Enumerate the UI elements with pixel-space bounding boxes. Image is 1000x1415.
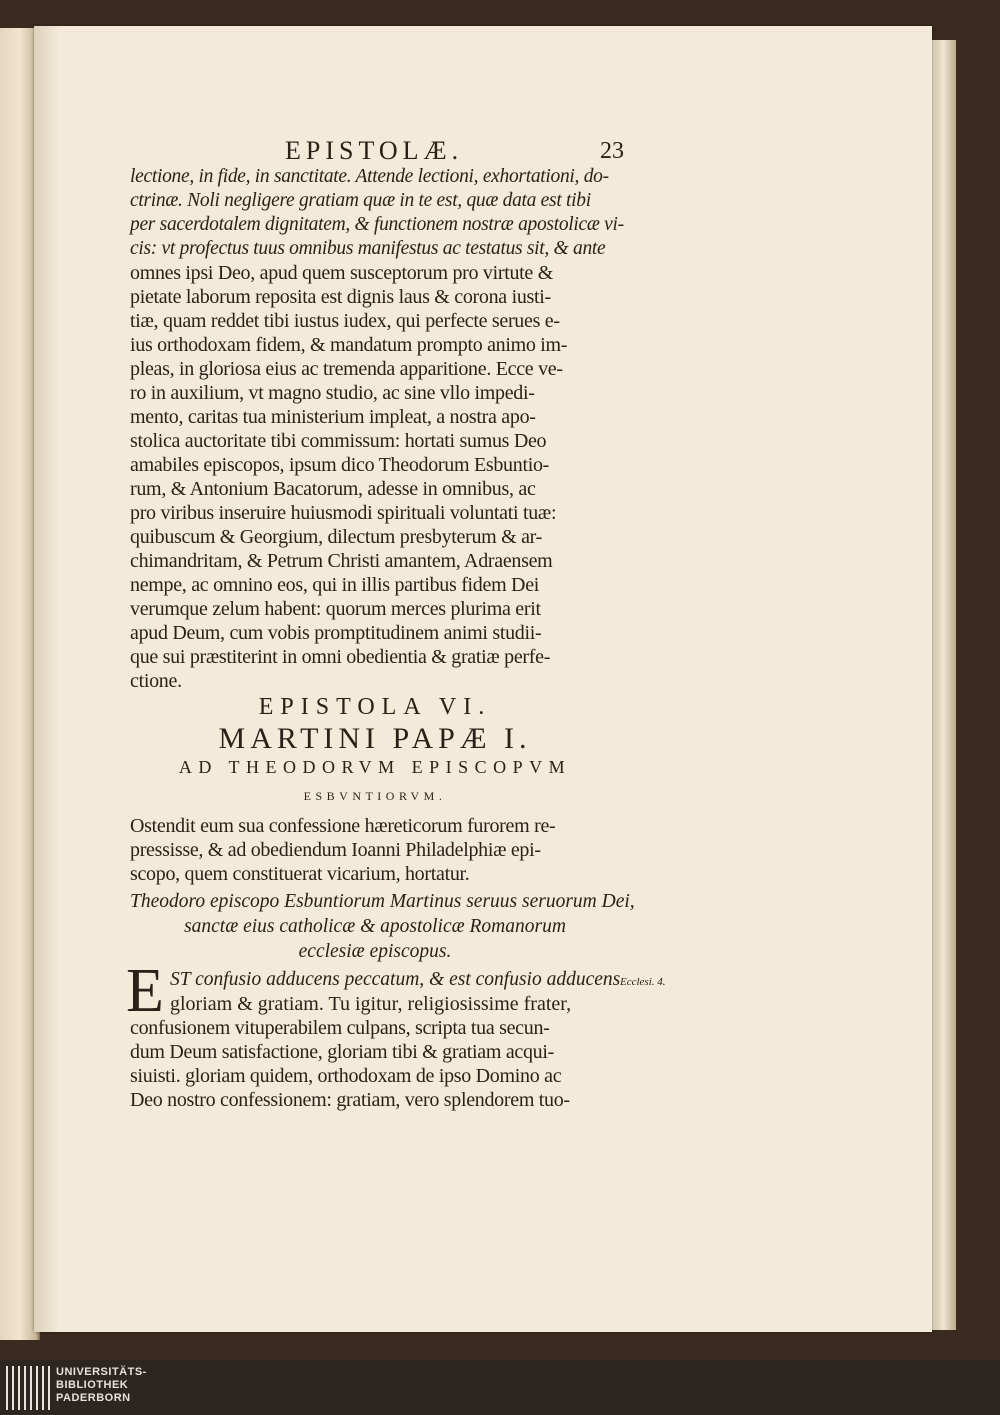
body-line: ctrinæ. Noli negligere gratiam quæ in te est, quæ data est tibi: [130, 190, 591, 211]
drop-cap: E: [126, 957, 164, 1025]
summary-line: Ostendit eum sua confessione hæreticorum furorem re-: [130, 815, 556, 837]
body-line: que sui præstiterint in omni obedientia & gratiæ perfe-: [130, 646, 551, 668]
body-line: apud Deum, cum vobis promptitudinem animi studii-: [130, 622, 542, 644]
body-line: Deo nostro confessionem: gratiam, vero splendorem tuo-: [130, 1089, 570, 1111]
body-line: omnes ipsi Deo, apud quem susceptorum pro virtute &: [130, 262, 553, 284]
salutation-line: Theodoro episcopo Esbuntiorum Martinus seruus seruorum Dei,: [130, 891, 635, 912]
page-stack-edge: [928, 40, 956, 1330]
margin-note: Ecclesi. 4.: [620, 976, 666, 988]
summary-line: scopo, quem constituerat vicarium, hortatur.: [130, 863, 470, 885]
body-line: dum Deum satisfactione, gloriam tibi & gratiam acqui-: [130, 1041, 554, 1063]
body-line: per sacerdotalem dignitatem, & functionem nostræ apostolicæ vi-: [130, 214, 624, 235]
body-line: stolica auctoritate tibi commissum: hortati sumus Deo: [130, 430, 547, 452]
body-line: tiæ, quam reddet tibi iustus iudex, qui perfecte serues e-: [130, 310, 560, 332]
body-line: pro viribus inseruire huiusmodi spirituali voluntati tuæ:: [130, 502, 557, 524]
page-number: 23: [600, 138, 624, 164]
logo-text-line2: BIBLIOTHEK: [56, 1379, 129, 1391]
epistle-addressee: AD THEODORVM EPISCOPVM: [178, 757, 572, 777]
body-line: confusionem vituperabilem culpans, scripta tua secun-: [130, 1017, 550, 1039]
body-line: ius orthodoxam fidem, & mandatum prompto animo im-: [130, 334, 568, 356]
body-line: verumque zelum habent: quorum merces plurima erit: [130, 598, 541, 620]
summary-line: pressisse, & ad obediendum Ioanni Philadelphiæ epi-: [130, 839, 541, 861]
body-line: quibuscum & Georgium, dilectum presbyterum & ar-: [130, 526, 542, 548]
opening-line: gloriam & gratiam. Tu igitur, religiosissime frater,: [170, 993, 572, 1015]
body-line: lectione, in fide, in sanctitate. Attende lectioni, exhortationi, do-: [130, 166, 609, 187]
body-line: siuisti. gloriam quidem, orthodoxam de ipso Domino ac: [130, 1065, 562, 1087]
running-head: EPISTOLÆ.: [285, 136, 464, 165]
library-logo-icon: [6, 1366, 50, 1410]
body-line: rum, & Antonium Bacatorum, adesse in omnibus, ac: [130, 478, 536, 500]
body-line: nempe, ac omnino eos, qui in illis partibus fidem Dei: [130, 574, 540, 596]
body-line: cis: vt profectus tuus omnibus manifestus ac testatus sit, & ante: [130, 238, 606, 259]
body-line: pietate laborum reposita est dignis laus & corona iusti-: [130, 286, 551, 308]
footer-bar: [0, 1360, 1000, 1415]
logo-text-line1: UNIVERSITÄTS-: [56, 1366, 147, 1378]
logo-text-line3: PADERBORN: [56, 1392, 131, 1404]
salutation-line: sanctæ eius catholicæ & apostolicæ Romanorum: [184, 916, 566, 937]
body-line: ro in auxilium, vt magno studio, ac sine vllo impedi-: [130, 382, 535, 404]
salutation-line: ecclesiæ episcopus.: [298, 941, 452, 962]
body-line: chimandritam, & Petrum Christi amantem, Adraensem: [130, 550, 553, 572]
body-line: amabiles episcopos, ipsum dico Theodorum Esbuntio-: [130, 454, 550, 476]
body-line: ctione.: [130, 670, 182, 692]
body-line: mento, caritas tua ministerium impleat, a nostra apo-: [130, 406, 536, 428]
body-line: pleas, in gloriosa eius ac tremenda apparitione. Ecce ve-: [130, 358, 563, 380]
epistle-author: MARTINI PAPÆ I.: [218, 722, 532, 755]
opening-line: ST confusio adducens peccatum, & est confusio adducens: [170, 969, 621, 990]
epistle-addressee-line2: ESBVNTIORVM.: [303, 789, 447, 803]
epistle-title: EPISTOLA VI.: [258, 694, 492, 720]
